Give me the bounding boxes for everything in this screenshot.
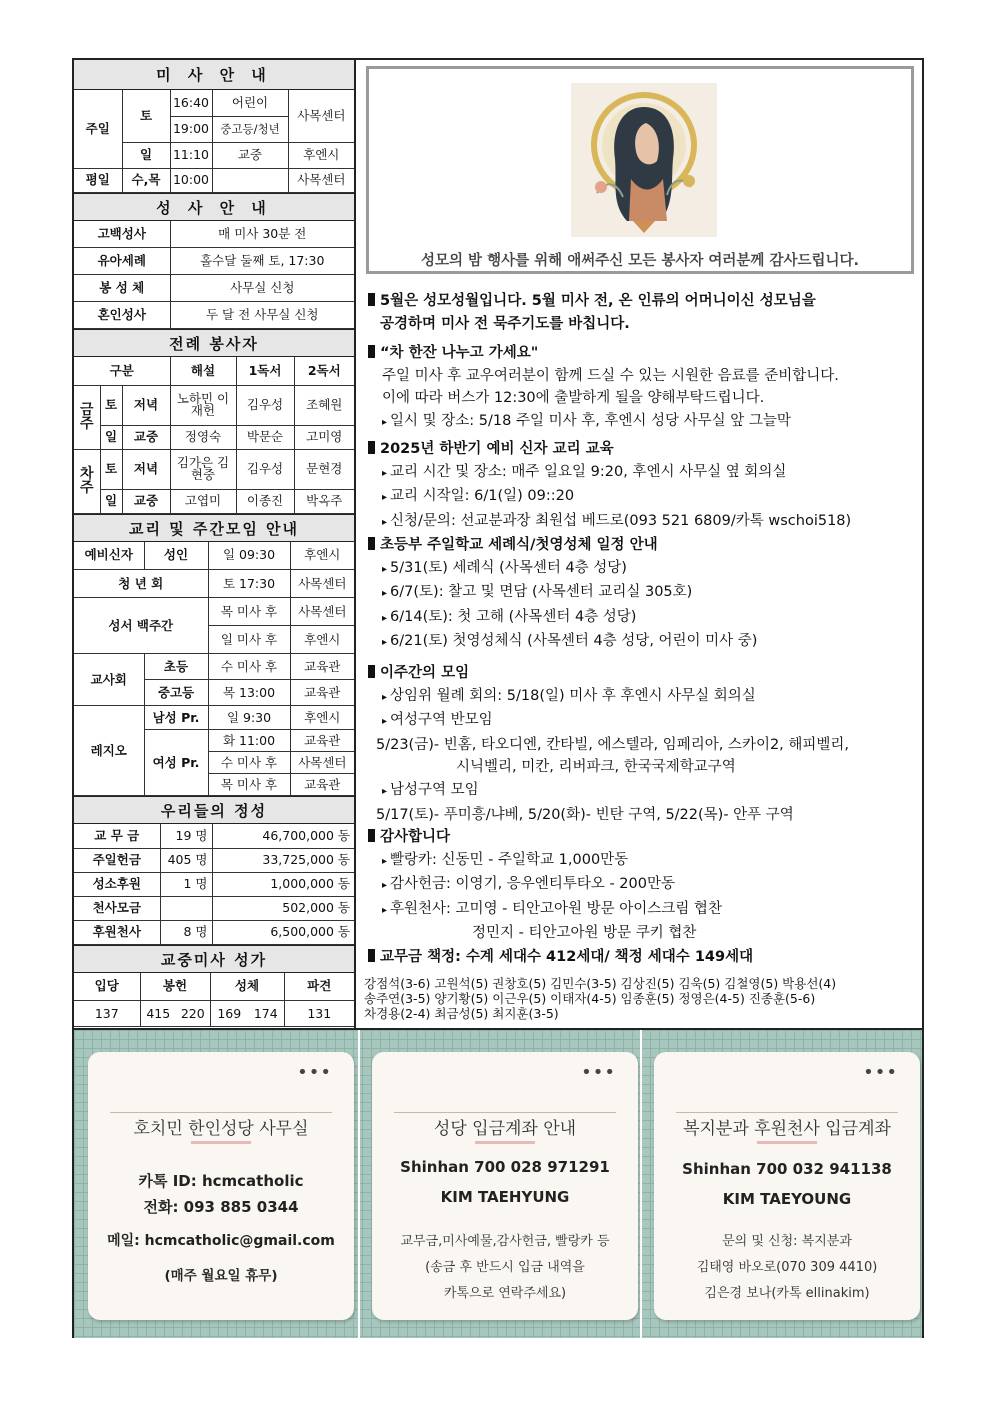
hymn-number: 415 bbox=[140, 1001, 176, 1027]
offering-count: 1 명 bbox=[160, 872, 212, 896]
hymn-number: 169 bbox=[210, 1001, 248, 1027]
servers-commentator: 노하민 이재헌 bbox=[170, 385, 236, 425]
meeting-place: 사목센터 bbox=[290, 570, 354, 598]
sacrament-value: 두 달 전 사무실 신청 bbox=[170, 302, 354, 329]
offering-header: 우리들의 정성 bbox=[74, 796, 354, 824]
servers-commentator: 김가은 김현중 bbox=[170, 449, 236, 489]
meeting-time: 목 미사 후 bbox=[208, 598, 290, 626]
offering-count: 19 명 bbox=[160, 824, 212, 848]
mass-time: 11:10 bbox=[170, 142, 212, 168]
notice-dues: 교무금 책정: 수계 세대수 412세대/ 책정 세대수 149세대 bbox=[368, 946, 916, 969]
meeting-place: 후엔시 bbox=[290, 626, 354, 654]
sacrament-label: 고백성사 bbox=[74, 221, 170, 248]
mass-place: 사목센터 bbox=[288, 90, 354, 142]
notice-may: 5월은 성모성월입니다. 5월 미사 전, 온 인류의 어머니이신 성모님을 공경하며 미사 전 묵주기도를 바칩니다. bbox=[368, 290, 916, 335]
notice-tea: “차 한잔 나누고 가세요" 주일 미사 후 교우여러분이 함께 드실 수 있는 시원한 음료를 준비합니다. 이에 따라 버스가 12:30에 출발하게 될을 양해부탁드립니다. ▸ 일시 및 장소: 5/18 주일 미사 후, 후엔시 성당 사무실 앞 그늘막 bbox=[368, 342, 916, 434]
notice-thanks: 감사합니다 ▸ 빨랑카: 신동민 - 주일학교 1,000만동 ▸ 감사헌금: 이영기, 응우엔티투타오 - 200만동 ▸ 후원천사: 고미영 - 티안고아원 방문 아이스크림 협찬 정민지 - 티안고아원 방문 쿠키 협찬 bbox=[368, 826, 916, 945]
meeting-place: 교육관 bbox=[290, 654, 354, 680]
offering-label: 주일헌금 bbox=[74, 848, 160, 872]
meeting-label: 성서 백주간 bbox=[74, 598, 208, 654]
more-icon: ••• bbox=[297, 1062, 332, 1083]
card-note: 카톡으로 연락주세요) bbox=[443, 1286, 567, 1301]
meeting-label: 교사회 bbox=[74, 654, 144, 706]
sacrament-label: 유아세례 bbox=[74, 248, 170, 275]
offering-amount: 33,725,000 동 bbox=[212, 848, 354, 872]
notice-catechism: 2025년 하반기 예비 신자 교리 교육 ▸ 교리 시간 및 장소: 매주 일요일 9:20, 후엔시 사무실 옆 회의실 ▸ 교리 시작일: 6/1(일) 09::20 ▸ 신청/문의: 선교분과장 최원섭 베드로(093 521 6809/카톡 wschoi518) bbox=[368, 438, 916, 534]
mass-time: 16:40 bbox=[170, 90, 212, 116]
church-account-card bbox=[372, 1052, 638, 1320]
offering-count bbox=[160, 896, 212, 920]
mass-day-sunday: 주일 bbox=[74, 90, 122, 168]
servers-commentator: 고엽미 bbox=[170, 489, 236, 513]
meeting-time: 일 미사 후 bbox=[208, 626, 290, 654]
offering-amount: 46,700,000 동 bbox=[212, 824, 354, 848]
card-holder: KIM TAEYOUNG bbox=[722, 1190, 852, 1208]
servers-col-header: 2독서 bbox=[294, 357, 354, 385]
servers-header: 전례 봉사자 bbox=[74, 329, 354, 357]
servers-reader1: 김우성 bbox=[236, 449, 294, 489]
notice-sunday-school: 초등부 주일학교 세례식/첫영성체 일정 안내 ▸ 5/31(토) 세례식 (사목센터 4층 성당) ▸ 6/7(토): 찰고 및 면담 (사목센터 교리실 305호) ▸ 6/14(토): 첫 고해 (사목센터 4층 성당) ▸ 6/21(토) 첫영성체식 (사목센터 4층 성당, 어린이 미사 중) bbox=[368, 534, 916, 655]
meeting-time: 화 11:00 bbox=[208, 730, 290, 752]
card-phone: 전화: 093 885 0344 bbox=[143, 1198, 299, 1216]
mass-time: 10:00 bbox=[170, 168, 212, 192]
servers-week-next: 차주 bbox=[74, 449, 100, 513]
meeting-place: 사목센터 bbox=[290, 752, 354, 774]
meeting-time: 일 09:30 bbox=[208, 542, 290, 570]
more-icon: ••• bbox=[863, 1062, 898, 1083]
dues-names: 강점석(3-6) 고원석(5) 권창호(5) 김민수(3-5) 김상진(5) 김욱(5) 김철영(5) 박용선(4) 송주연(3-5) 양기황(5) 이근우(5) 이태자(4-5) 임종훈(5) 정영은(4-5) 진종훈(5-6) 차경용(2-4) 최금성(5) 최지훈(3-5) bbox=[364, 976, 837, 1021]
servers-reader1: 김우성 bbox=[236, 385, 294, 425]
mass-target: 교중 bbox=[212, 142, 288, 168]
sacrament-label: 봉 성 체 bbox=[74, 275, 170, 302]
card-note: 김은경 보나(카톡 ellinakim) bbox=[704, 1286, 870, 1301]
meeting-sub: 남성 Pr. bbox=[144, 706, 208, 730]
mass-place: 후엔시 bbox=[288, 142, 354, 168]
servers-reader1: 이종진 bbox=[236, 489, 294, 513]
meeting-sub: 여성 Pr. bbox=[144, 730, 208, 796]
offering-amount: 6,500,000 동 bbox=[212, 920, 354, 944]
meeting-label: 청 년 회 bbox=[74, 570, 208, 598]
sacrament-value: 사무실 신청 bbox=[170, 275, 354, 302]
offering-label: 성소후원 bbox=[74, 872, 160, 896]
card-holder: KIM TAEHYUNG bbox=[440, 1188, 570, 1206]
offering-label: 교 무 금 bbox=[74, 824, 160, 848]
servers-reader2: 박옥주 bbox=[294, 489, 354, 513]
card-title: 성당 입금계좌 안내 bbox=[372, 1114, 638, 1144]
office-card bbox=[88, 1052, 354, 1320]
servers-day: 일 bbox=[100, 489, 122, 513]
meeting-sub: 성인 bbox=[144, 542, 208, 570]
mass-place: 사목센터 bbox=[288, 168, 354, 192]
hymn-header: 파견 bbox=[284, 973, 354, 1001]
card-note: (매주 월요일 휴무) bbox=[164, 1268, 278, 1284]
meeting-time: 목 13:00 bbox=[208, 680, 290, 706]
card-email: 메일: hcmcatholic@gmail.com bbox=[107, 1233, 335, 1249]
hymn-header: 성체 bbox=[210, 973, 284, 1001]
servers-day: 일 bbox=[100, 425, 122, 449]
offering-label: 천사모금 bbox=[74, 896, 160, 920]
mass-target bbox=[212, 168, 288, 192]
hymn-number: 220 bbox=[176, 1001, 210, 1027]
meeting-place: 후엔시 bbox=[290, 706, 354, 730]
card-note: (송금 후 반드시 입금 내역을 bbox=[425, 1260, 585, 1275]
schedule-column bbox=[74, 60, 356, 1028]
mass-target: 어린이 bbox=[212, 90, 288, 116]
banner bbox=[366, 66, 914, 274]
card-title: 호치민 한인성당 사무실 bbox=[88, 1114, 354, 1144]
servers-reader2: 조혜원 bbox=[294, 385, 354, 425]
meeting-sub: 중고등 bbox=[144, 680, 208, 706]
meeting-time: 일 9:30 bbox=[208, 706, 290, 730]
servers-commentator: 정영숙 bbox=[170, 425, 236, 449]
servers-table bbox=[74, 357, 354, 514]
mass-header: 미 사 안 내 bbox=[74, 60, 354, 90]
offering-count: 8 명 bbox=[160, 920, 212, 944]
card-note: 교무금,미사예물,감사헌금, 빨랑카 등 bbox=[400, 1234, 610, 1249]
mass-sub-sun: 일 bbox=[122, 142, 170, 168]
hymn-header: 봉헌 bbox=[140, 973, 210, 1001]
hymns-table bbox=[74, 973, 354, 1028]
contact-cards-area bbox=[74, 1028, 922, 1338]
meeting-place: 사목센터 bbox=[290, 598, 354, 626]
mass-table bbox=[74, 90, 354, 193]
more-icon: ••• bbox=[581, 1062, 616, 1083]
meeting-time: 수 미사 후 bbox=[208, 654, 290, 680]
meeting-place: 교육관 bbox=[290, 730, 354, 752]
card-note: 문의 및 신청: 복지분과 bbox=[722, 1234, 852, 1249]
sacrament-label: 혼인성사 bbox=[74, 302, 170, 329]
card-kakao: 카톡 ID: hcmcatholic bbox=[138, 1172, 304, 1190]
madonna-illustration bbox=[571, 83, 717, 237]
servers-mass: 교중 bbox=[122, 489, 170, 513]
meeting-label: 레지오 bbox=[74, 706, 144, 796]
meeting-place: 교육관 bbox=[290, 774, 354, 796]
meeting-time: 목 미사 후 bbox=[208, 774, 290, 796]
notices-column bbox=[356, 60, 922, 1028]
meetings-header: 교리 및 주간모임 안내 bbox=[74, 514, 354, 542]
banner-caption: 성모의 밤 행사를 위해 애써주신 모든 봉사자 여러분께 감사드립니다. bbox=[420, 253, 860, 269]
meeting-label: 예비신자 bbox=[74, 542, 144, 570]
card-account: Shinhan 700 032 941138 bbox=[682, 1160, 892, 1178]
sacrament-value: 홀수달 둘째 토, 17:30 bbox=[170, 248, 354, 275]
hymn-number: 137 bbox=[74, 1001, 140, 1027]
offering-table bbox=[74, 824, 354, 945]
mass-sub-weekday: 수,목 bbox=[122, 168, 170, 192]
servers-reader1: 박문순 bbox=[236, 425, 294, 449]
card-account: Shinhan 700 028 971291 bbox=[400, 1158, 610, 1176]
servers-week-current: 금주 bbox=[74, 385, 100, 449]
sacrament-header: 성 사 안 내 bbox=[74, 193, 354, 221]
sacrament-value: 매 미사 30분 전 bbox=[170, 221, 354, 248]
card-note: 김태영 바오로(070 309 4410) bbox=[696, 1260, 878, 1275]
welfare-account-card bbox=[654, 1052, 920, 1320]
offering-count: 405 명 bbox=[160, 848, 212, 872]
sacrament-table bbox=[74, 221, 354, 330]
offering-label: 후원천사 bbox=[74, 920, 160, 944]
meeting-time: 토 17:30 bbox=[208, 570, 290, 598]
mass-time: 19:00 bbox=[170, 116, 212, 142]
hymn-number: 131 bbox=[284, 1001, 354, 1027]
bulletin-page bbox=[72, 58, 924, 1338]
mass-day-weekday: 평일 bbox=[74, 168, 122, 192]
servers-mass: 교중 bbox=[122, 425, 170, 449]
servers-mass: 저녁 bbox=[122, 449, 170, 489]
hymn-number: 174 bbox=[248, 1001, 284, 1027]
hymn-header: 입당 bbox=[74, 973, 140, 1001]
servers-col-header: 구분 bbox=[74, 357, 170, 385]
hymns-header: 교중미사 성가 bbox=[74, 945, 354, 973]
notice-meetings: 이주간의 모임 ▸ 상임위 월례 회의: 5/18(일) 미사 후 후엔시 사무실 회의실 ▸ 여성구역 반모임 5/23(금)- 빈홈, 타오디엔, 칸타빌, 에스텔라, 임페리아, 스카이2, 해피벨리, 시닉벨리, 미칸, 리버파크, 한국국제학교구역 ▸ 남성구역 모임 5/17(토)- 푸미흥/냐베, 5/20(화)- 빈탄 구역, 5/22(목)- 안푸 구역 bbox=[368, 662, 916, 826]
meeting-place: 교육관 bbox=[290, 680, 354, 706]
meeting-time: 수 미사 후 bbox=[208, 752, 290, 774]
offering-amount: 1,000,000 동 bbox=[212, 872, 354, 896]
card-title: 복지분과 후원천사 입금계좌 bbox=[654, 1114, 920, 1144]
servers-reader2: 고미영 bbox=[294, 425, 354, 449]
mass-sub-sat: 토 bbox=[122, 90, 170, 142]
servers-mass: 저녁 bbox=[122, 385, 170, 425]
mass-target: 중고등/청년 bbox=[212, 116, 288, 142]
servers-col-header: 1독서 bbox=[236, 357, 294, 385]
meeting-sub: 초등 bbox=[144, 654, 208, 680]
servers-day: 토 bbox=[100, 385, 122, 425]
servers-day: 토 bbox=[100, 449, 122, 489]
meetings-table bbox=[74, 542, 354, 797]
servers-reader2: 문현경 bbox=[294, 449, 354, 489]
offering-amount: 502,000 동 bbox=[212, 896, 354, 920]
meeting-place: 후엔시 bbox=[290, 542, 354, 570]
servers-col-header: 해설 bbox=[170, 357, 236, 385]
